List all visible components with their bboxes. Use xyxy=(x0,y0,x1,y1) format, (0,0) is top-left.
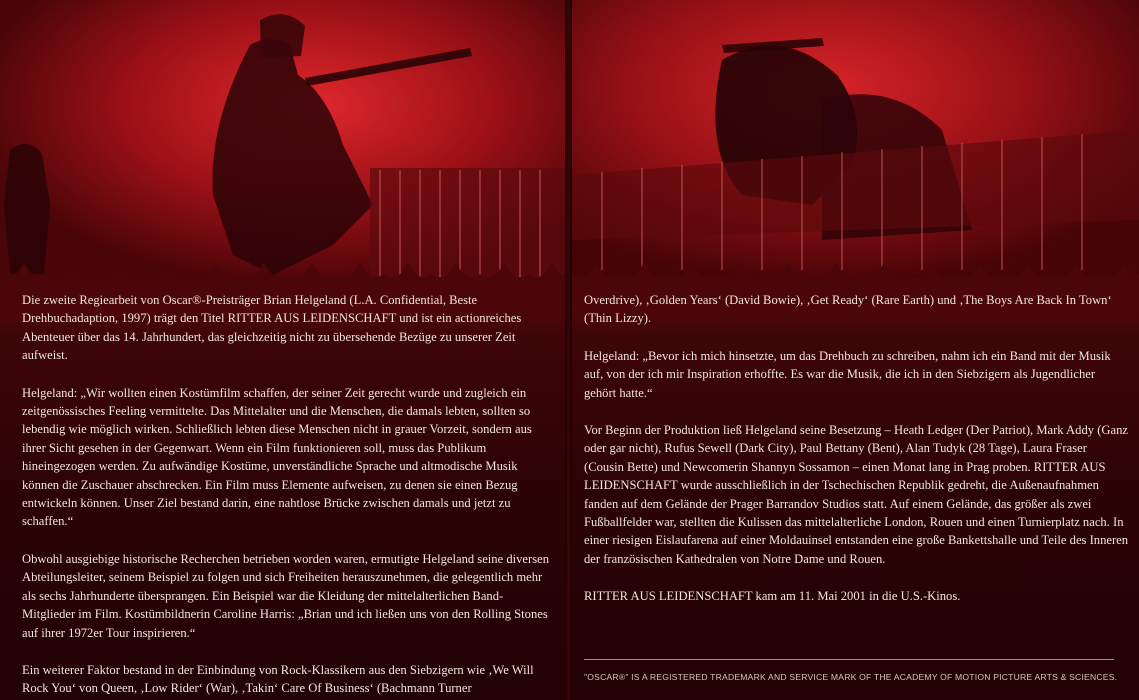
center-fold xyxy=(565,0,572,700)
footnote-divider xyxy=(584,659,1114,660)
paragraph-intro: Die zweite Regiearbeit von Oscar®-Preisträger Brian Helgeland (L.A. Confidential, Beste Drehbuchadaption, 1997) trägt den Titel RITTER AUS LEIDENSCHAFT und ist ein actionreiches Abenteuer über das 14. Jahrhundert, das gleichzeitig nicht zu übersehende Bezüge zu unserer Zeit aufweist. xyxy=(22,293,522,363)
left-text-column xyxy=(22,291,550,700)
jousting-photo-right xyxy=(572,0,1139,300)
paragraph-release: RITTER AUS LEIDENSCHAFT kam am 11. Mai 2001 in die U.S.-Kinos. xyxy=(584,589,961,604)
right-page xyxy=(572,0,1139,700)
left-page xyxy=(0,0,565,700)
trademark-footnote: "OSCAR®" IS A REGISTERED TRADEMARK AND SERVICE MARK OF THE ACADEMY OF MOTION PICTURE ARTS & SCIENCES. xyxy=(584,672,1118,682)
paragraph-rock-classics: Ein weiterer Faktor bestand in der Einbindung von Rock-Klassikern aus den Siebzigern wie ‚We Will Rock You‘ von Queen, ‚Low Rider‘ (War), ‚Takin‘ Care Of Business‘ (Bachmann Turner xyxy=(22,662,534,696)
paragraph-music-inspiration: Helgeland: „Bevor ich mich hinsetzte, um das Drehbuch zu schreiben, nahm ich ein Band mit der Musik auf, von der ich mir Inspiration erhoffte. Es war die Musik, die ich in den Siebzigern als Jugendlicher gehört hatte.“ xyxy=(584,348,1111,400)
jousting-photo-left xyxy=(0,0,565,300)
paragraph-production: Vor Beginn der Produktion ließ Helgeland seine Besetzung – Heath Ledger (Der Patriot), Mark Addy (Ganz oder gar nicht), Rufus Sewell (Dark City), Paul Bettany (Bent), Alan Tudyk (28 Tage), Laura Fraser (Cousin Bette) und Newcomerin Shannyn Sossamon – einen Monat lang in Prag proben. RITTER AUS LEIDENSCHAFT wurde ausschließlich in der Tschechischen Republik gedreht, die Außenaufnahmen fanden auf dem Gelände der Prager Barrandov Studios statt. Auf einem Gelände, das größer als zwei Fußballfelder war, stellten die Kulissen das mittelalterliche London, Rouen und einen Turnierplatz nach. In einer riesigen Eislaufarena auf einer Moldauinsel entstanden eine große Bankettshalle und Teile des Inneren der französischen Kathedralen von Notre Dame und Rouen. xyxy=(584,423,1129,566)
paragraph-helgeland-quote: Helgeland: „Wir wollten einen Kostümfilm schaffen, der seiner Zeit gerecht wurde und zugleich ein zeitgenössisches Feeling vermittelte. Das Mittelalter und die Menschen, die damals lebten, sollten so lebendig wie möglich wirken. Schließlich lebten diese Menschen nicht in grauer Vorzeit, sondern aus ihrer Sicht gesehen in der Gegenwart. Wenn ein Film funktionieren soll, muss das Publikum hineingezogen werden. Zu aufwändige Kostüme, unverständliche Sprache und altmodische Musik können die Zuschauer abschrecken. Ein Film muss Elemente aufweisen, zu denen sie einen Bezug entwickeln können. Unser Ziel bestand darin, eine nahtlose Brücke zwischen damals und jetzt zu schaffen.“ xyxy=(22,385,532,529)
paragraph-rock-classics-cont: Overdrive), ‚Golden Years‘ (David Bowie), ‚Get Ready‘ (Rare Earth) und ‚The Boys Are Back In Town‘ (Thin Lizzy). xyxy=(584,293,1112,326)
right-text-column xyxy=(584,291,1129,625)
paragraph-research: Obwohl ausgiebige historische Recherchen betrieben worden waren, ermutigte Helgeland seine diversen Abteilungsleiter, seinem Beispiel zu folgen und sich Freiheiten herauszunehmen, die gelegentlich mehr als sechs Jahrhunderte übersprangen. Ein Beispiel war die Kleidung der mittelalterlichen Band-Mitglieder im Film. Kostümbildnerin Caroline Harris: „Brian und ich ließen uns von den Rolling Stones auf ihrer 1972er Tour inspirieren.“ xyxy=(22,551,550,640)
